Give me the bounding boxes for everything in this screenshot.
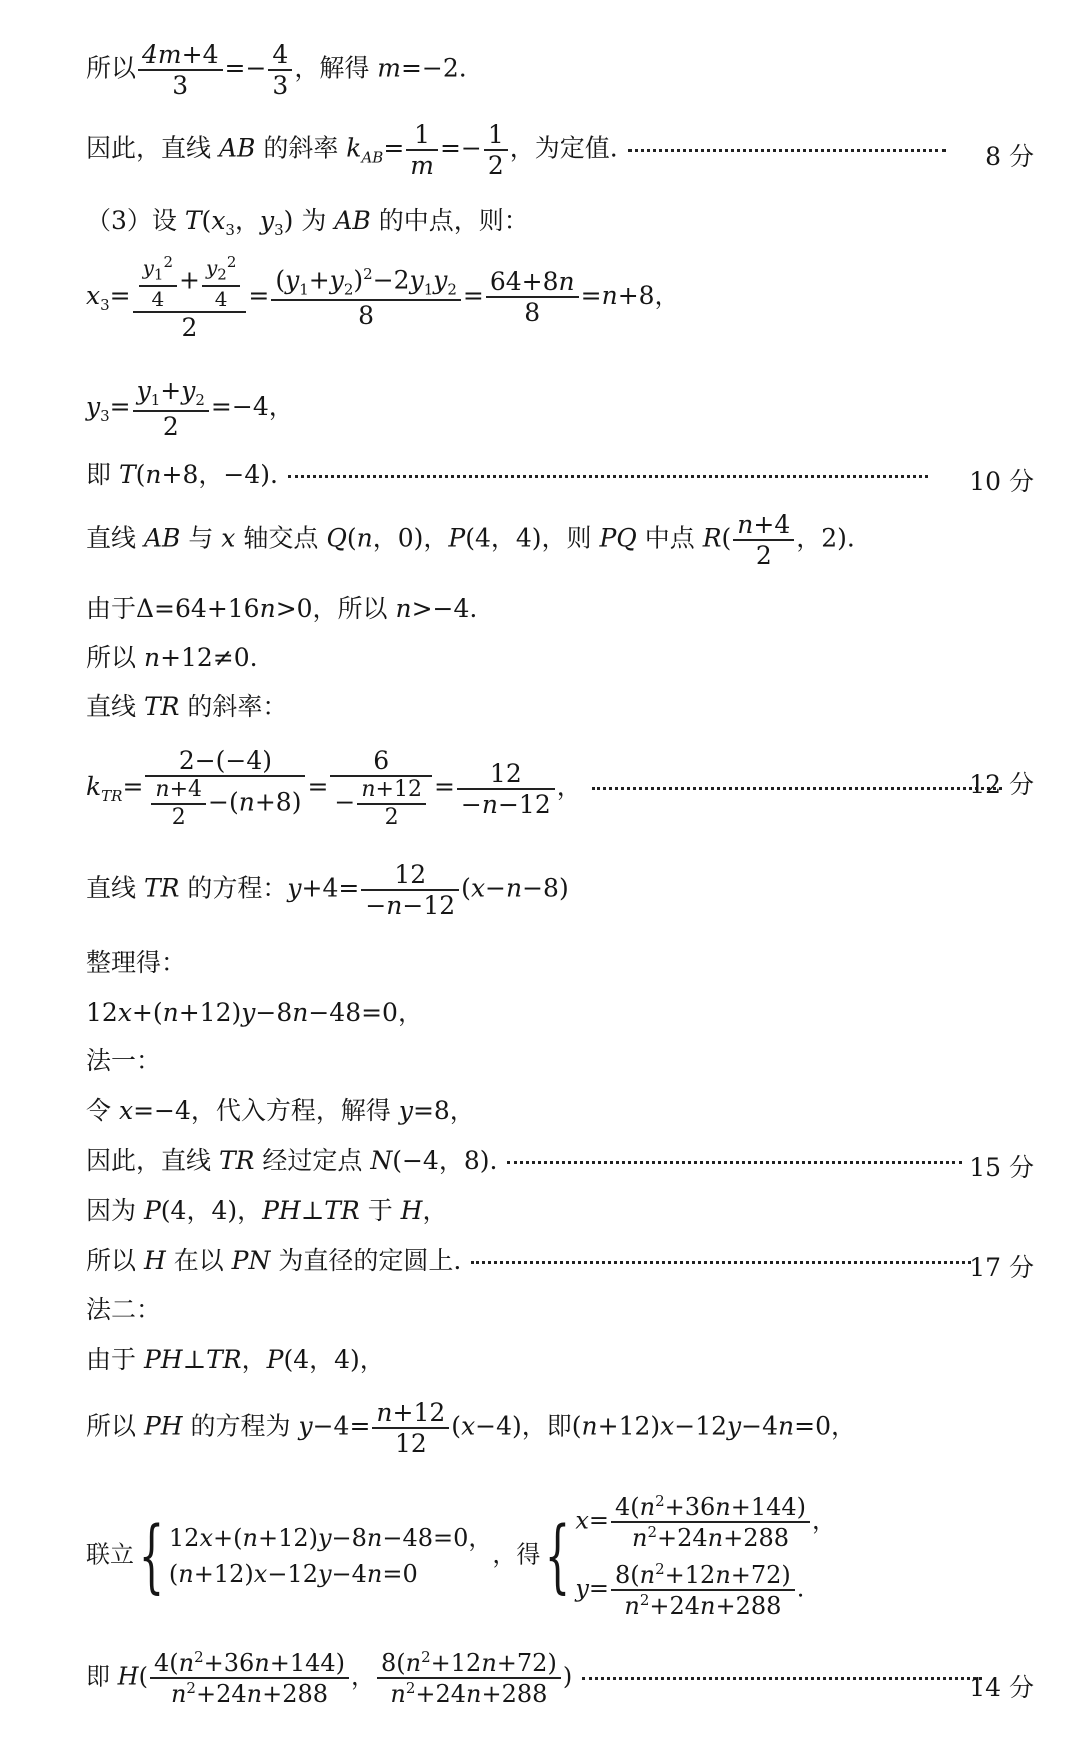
line-15: 法一： [86,1046,162,1075]
line-21: 由于 PH⊥TR，P(4，4)， [86,1345,385,1374]
line-17: 因此，直线 TR 经过定点 N(−4，8). [86,1148,970,1173]
score-17: 17 分 [969,1253,1034,1282]
line-14: 12x+(n+12)y−8n−48=0， [86,998,423,1027]
line-19: 所以 H 在以 PN 为直径的定圆上. [86,1248,979,1273]
line-8: 由于Δ=64+16n>0，所以 n>−4. [86,594,478,623]
line-20: 法二： [86,1295,162,1324]
line-12: 直线 TR 的方程：y+4= $\frac{12}{-n-12}$ (x−n−8) [86,860,569,920]
line-6: 即 T(n+8，−4). [86,462,936,487]
line-13: 整理得： [86,948,187,977]
line-5: $y_3=$ $\frac{y_1+y_2}{2}$ =−4， [86,376,294,441]
line-11: $k_{TR}=$ 2−(−4) $\frac{n+4}{2}$ −(n+8) = 6 − $\frac{n+12}{2}$ = $\frac{12}{-n-12}$ ， [86,748,1010,829]
line-24: 即 H( $\frac{4(n^2+36n+144)}{n^2+24n+288}$ ， $\frac{8(n^2+12n+72)}{n^2+24n+288}$ ) [86,1650,990,1706]
score-12: 12 分 [969,770,1034,799]
line-2: 因此，直线 AB 的斜率 $k_{AB}=$ $\frac{1}{m}$ =− $\frac{1}{2}$ ，为定值. [86,122,954,178]
line-7: 直线 AB 与 x 轴交点 Q(n，0)，P(4，4)，则 PQ 中点 R( $\frac{n+4}{2}$ ，2). [86,510,855,570]
score-14: 14 分 [969,1673,1034,1702]
line-10: 直线 TR 的斜率： [86,692,288,721]
score-10: 10 分 [969,467,1034,496]
line-1: 所以 $\frac{4m+4}{3}$ =− $\frac{4}{3}$ ，解得 m=−2. [86,40,467,100]
line-3: （3）设 $T(x_3$，$y_3$) 为 AB 的中点，则： [86,206,529,239]
line-18: 因为 P(4，4)，PH⊥TR 于 H， [86,1196,448,1225]
score-8: 8 分 [985,142,1034,171]
line-22: 所以 PH 的方程为 y−4= $\frac{n+12}{12}$ (x−4)，即(n+12)x−12y−4n=0， [86,1398,856,1458]
line-23: 联立{ 12x+(n+12)y−8n−48=0， (n+12)x−12y−4n=0 ，得{ x= $\frac{4(n^2+36n+144)}{n^2+24n+288}$ ， y= $\frac{8(n^2+12n+72)}{n^2+24n+288}$ . [86,1492,837,1620]
score-15: 15 分 [969,1153,1034,1182]
line-4: $x_3=$ $\frac{y_1^2}{4}$ + $\frac{y_2^2}{4}$ 2 = $\frac{(y_1+y_2)^2-2y_1y_2}{8}$ = $\frac{64+8n}{8}$ =n+8， [86,253,680,342]
line-16: 令 x=−4，代入方程，解得 y=8， [86,1096,475,1125]
line-9: 所以 n+12≠0. [86,643,258,672]
